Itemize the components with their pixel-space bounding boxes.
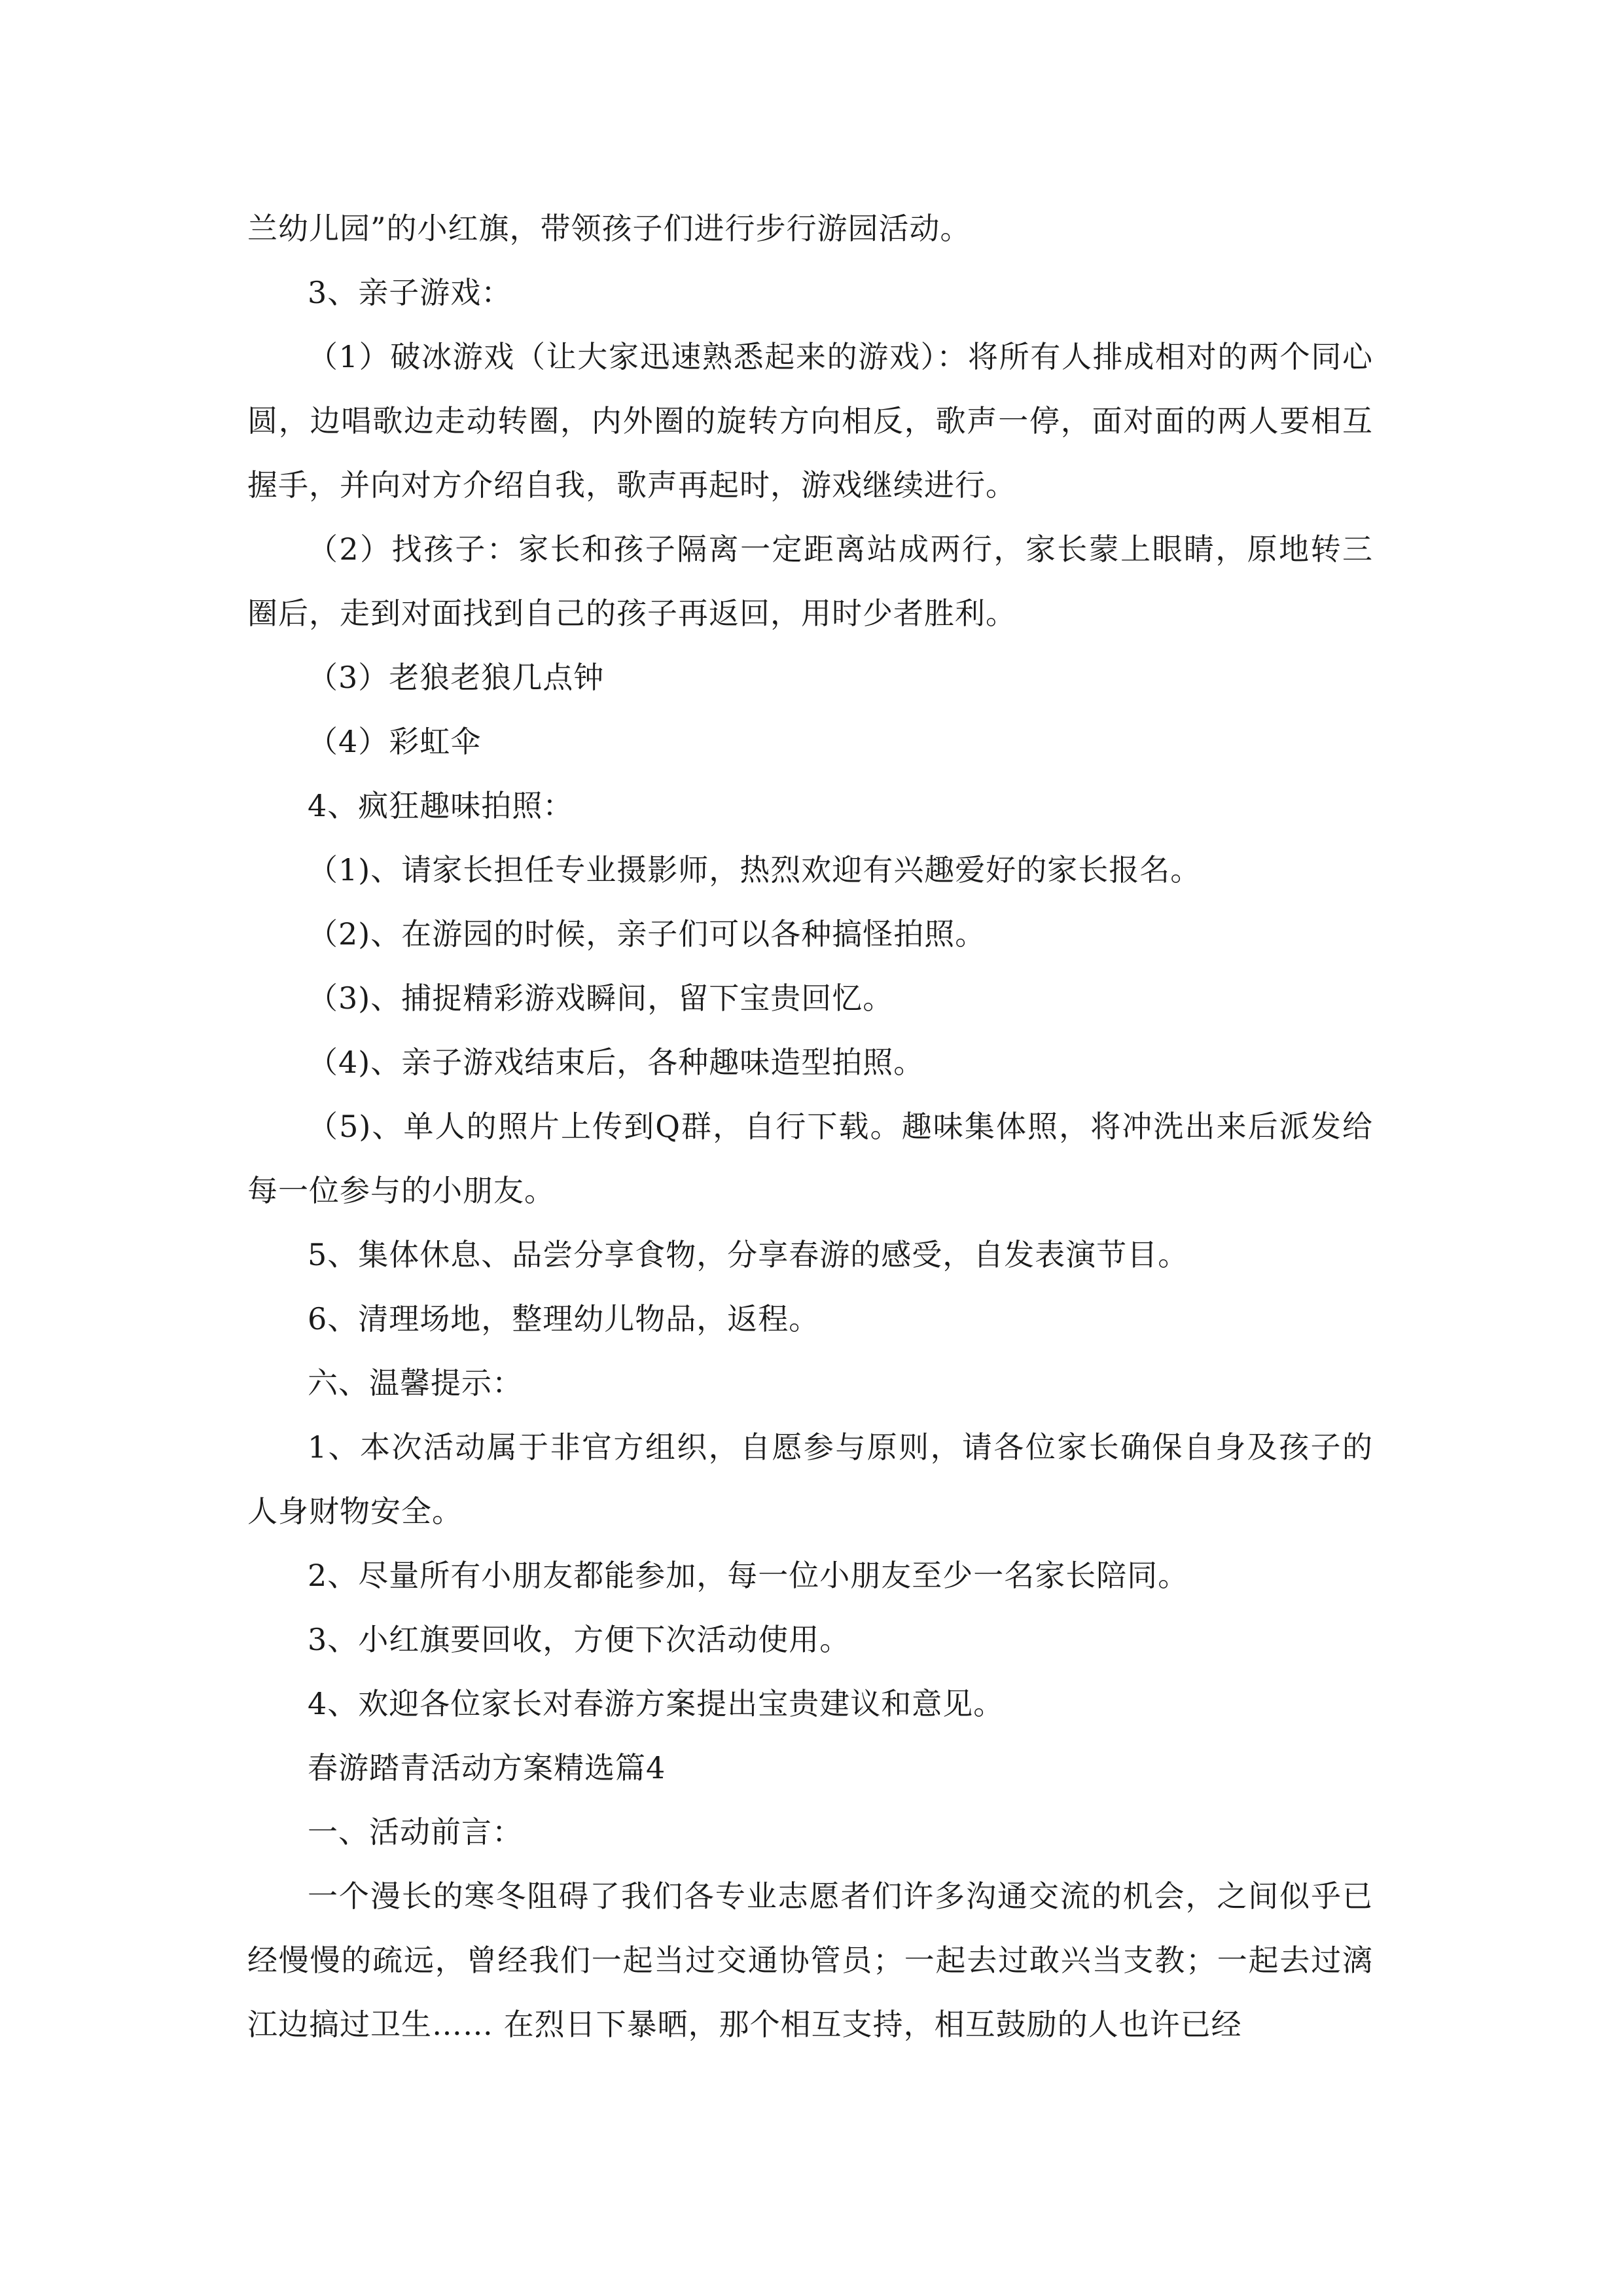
list-item: （3）老狼老狼几点钟 xyxy=(308,660,605,695)
paragraph: 1、本次活动属于非官方组织，自愿参与原则，请各位家长确保自身及孩子的人身财物安全。 xyxy=(247,1429,1373,1529)
list-item: （4)、亲子游戏结束后，各种趣味造型拍照。 xyxy=(308,1045,925,1080)
list-item: （2)、在游园的时候，亲子们可以各种搞怪拍照。 xyxy=(308,916,986,952)
list-item: 6、清理场地，整理幼儿物品，返程。 xyxy=(308,1301,820,1336)
paragraph: 兰幼儿园”的小红旗，带领孩子们进行步行游园活动。 xyxy=(247,211,971,246)
list-item: 4、欢迎各位家长对春游方案提出宝贵建议和意见。 xyxy=(308,1686,1005,1721)
list-item: 2、尽量所有小朋友都能参加，每一位小朋友至少一名家长陪同。 xyxy=(308,1558,1189,1593)
paragraph: （5)、单人的照片上传到Q群，自行下载。趣味集体照，将冲洗出来后派发给每一位参与的小朋友。 xyxy=(247,1109,1373,1208)
list-item: （4）彩虹伞 xyxy=(308,724,482,759)
section-heading: 六、温馨提示： xyxy=(308,1365,523,1401)
document-body xyxy=(247,196,1373,2056)
list-item: （1)、请家长担任专业摄影师，热烈欢迎有兴趣爱好的家长报名。 xyxy=(308,852,1202,888)
section-heading: 3、亲子游戏： xyxy=(308,275,512,310)
article-title: 春游踏青活动方案精选篇4 xyxy=(308,1750,666,1785)
list-item: 3、小红旗要回收，方便下次活动使用。 xyxy=(308,1622,851,1657)
paragraph: （2）找孩子：家长和孩子隔离一定距离站成两行，家长蒙上眼睛，原地转三圈后，走到对面找到自己的孩子再返回，用时少者胜利。 xyxy=(247,531,1373,631)
list-item: 5、集体休息、品尝分享食物，分享春游的感受，自发表演节目。 xyxy=(308,1237,1189,1272)
paragraph: 一个漫长的寒冬阻碍了我们各专业志愿者们许多沟通交流的机会，之间似乎已经慢慢的疏远，曾经我们一起当过交通协管员；一起去过敢兴当支教；一起去过漓江边搞过卫生…… 在烈日下暴晒，那个相互支持，相互鼓励的人也许已经 xyxy=(247,1878,1373,2042)
paragraph: （1）破冰游戏（让大家迅速熟悉起来的游戏）：将所有人排成相对的两个同心圆，边唱歌边走动转圈，内外圈的旋转方向相反，歌声一停，面对面的两人要相互握手，并向对方介绍自我，歌声再起时，游戏继续进行。 xyxy=(247,339,1373,503)
section-heading: 一、活动前言： xyxy=(308,1814,523,1850)
list-item: （3)、捕捉精彩游戏瞬间，留下宝贵回忆。 xyxy=(308,980,894,1016)
section-heading: 4、疯狂趣味拍照： xyxy=(308,788,574,823)
